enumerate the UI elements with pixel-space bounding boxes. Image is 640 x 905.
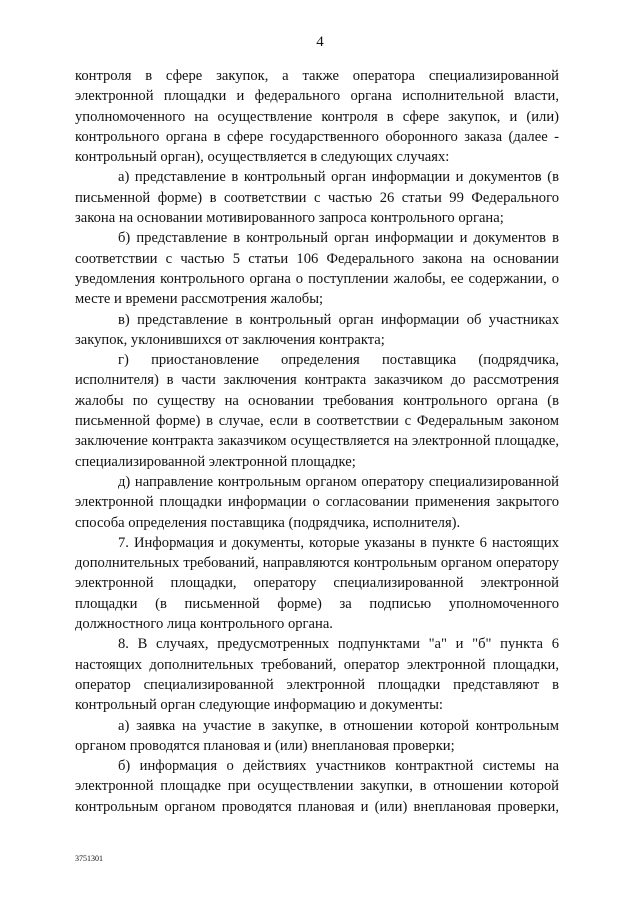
paragraph-6d: д) направление контрольным органом оператору специализированной электронной площадки информации о согласовании применения закрытого способа определения поставщика (подрядчика, исполнителя). [75,473,559,531]
paragraph-8b: б) информация о действиях участников контрактной системы на электронной площадке при осуществлении закупки, в отношении которой контрольным органом проводятся плановая и (или) внеплановая проверки, [75,758,559,815]
paragraph-6b: б) представление в контрольный орган информации и документов в соответствии с частью 5 статьи 106 Федерального закона на основании уведомления контрольного органа о поступлении жалобы, ее содержании, о месте и времени рассмотрения жалобы; [75,230,559,308]
paragraph-8a: а) заявка на участие в закупке, в отношении которой контрольным органом проводятся плановая и (или) внеплановая проверки; [75,717,559,754]
paragraph-8: 8. В случаях, предусмотренных подпунктами "а" и "б" пункта 6 настоящих дополнительных требований, оператор электронной площадки, оператор специализированной электронной площадки представляют в контрольный орган следующие информацию и документы: [75,636,559,714]
paragraph-6g: г) приостановление определения поставщика (подрядчика, исполнителя) в части заключения контракта заказчиком до рассмотрения жалобы по существу на основании требования контрольного органа (в письменной форме) в случае, если в соответствии с Федеральным законом заключение контракта заказчиком осуществляется на электронной площадке, специализированной электронной площадке; [75,352,559,470]
paragraph-6a: а) представление в контрольный орган информации и документов (в письменной форме) в соответствии с частью 26 статьи 99 Федерального закона на основании мотивированного запроса контрольного органа; [75,169,559,227]
document-body [75,66,559,817]
page-number: 4 [316,34,324,50]
paragraph-7: 7. Информация и документы, которые указаны в пункте 6 настоящих дополнительных требований, направляются контрольным органом оператору электронной площадки, оператору специализированной электронной площадки (в письменной форме) за подписью уполномоченного должностного лица контрольного органа. [75,534,559,633]
paragraph-6v: в) представление в контрольный орган информации об участниках закупок, уклонившихся от заключения контракта; [75,311,559,348]
document-code: 3751301 [75,854,103,863]
paragraph-continuation: контроля в сфере закупок, а также оператора специализированной электронной площадки и федерального органа исполнительной власти, уполномоченного на осуществление контроля в сфере закупок, и (или) контрольного органа в сфере государственного оборонного заказа (далее - контрольный орган), осуществляется в следующих случаях: [75,68,559,166]
